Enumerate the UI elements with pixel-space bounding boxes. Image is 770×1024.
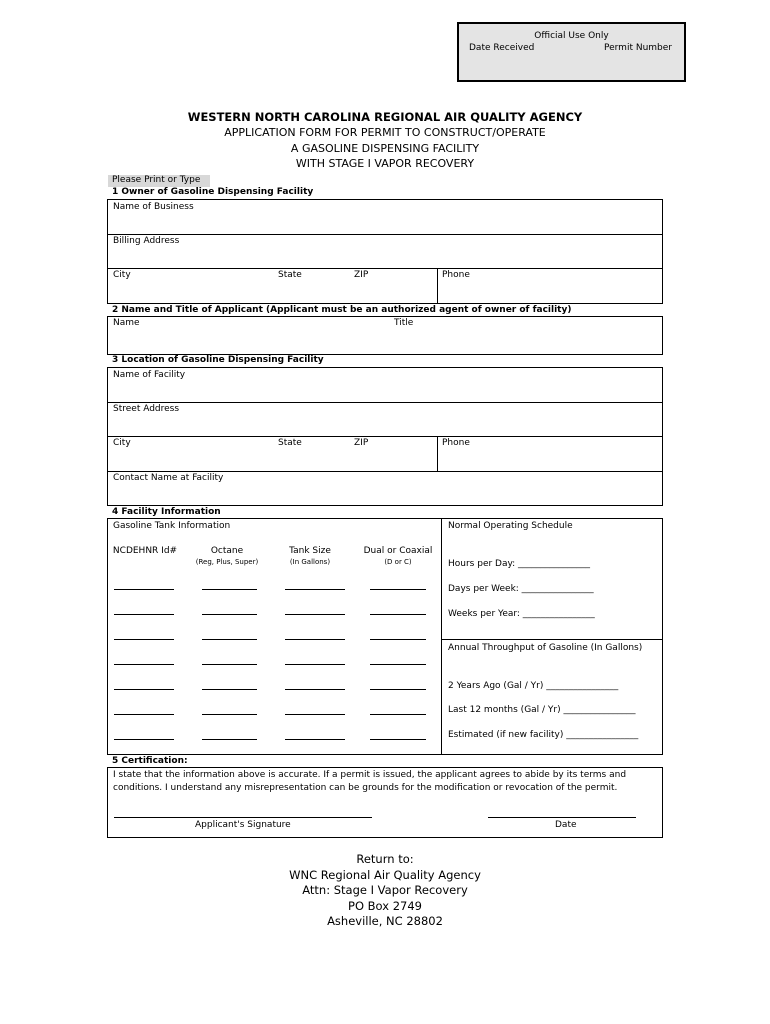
tank-row4-octane-blank[interactable] (202, 664, 257, 665)
tank-row5-tank-size-blank[interactable] (285, 689, 345, 690)
tank-row2-tank-size-blank[interactable] (285, 614, 345, 615)
tank-row3-octane-blank[interactable] (202, 639, 257, 640)
col-octane-header: Octane (210, 546, 244, 556)
tank-row2-id-blank[interactable] (114, 614, 174, 615)
return-line2: WNC Regional Air Quality Agency (289, 867, 481, 882)
date-line[interactable] (488, 817, 636, 818)
applicant-title-field[interactable]: Title (394, 318, 414, 328)
hours-per-day-field[interactable]: Hours per Day: ________________ (448, 559, 591, 569)
certification-statement: I state that the information above is accurate. If a permit is issued, the applicant agrees to abide by its terms and conditions. I understand any misrepresentation can be grounds for the modification or revocation of the permit. (113, 770, 627, 793)
tank-row7-tank-size-blank[interactable] (285, 739, 345, 740)
return-line5: Asheville, NC 28802 (327, 914, 443, 928)
street-address-field[interactable]: Street Address (113, 404, 180, 414)
form-title-line3: WITH STAGE I VAPOR RECOVERY (295, 157, 475, 170)
applicant-name-field[interactable]: Name (113, 318, 140, 328)
return-line4: PO Box 2749 (348, 898, 422, 913)
section2-box (107, 316, 663, 355)
section1-title: 1 Owner of Gasoline Dispensing Facility (112, 187, 314, 197)
owner-zip-field[interactable]: ZIP (354, 270, 369, 280)
facility-phone-field[interactable]: Phone (442, 438, 470, 448)
col-dual-header: Dual or Coaxial (363, 546, 433, 556)
section2-title: 2 Name and Title of Applicant (Applicant must be an authorized agent of owner of facility) (112, 305, 572, 315)
facility-zip-field[interactable]: ZIP (354, 438, 369, 448)
tank-row6-dual-blank[interactable] (370, 714, 426, 715)
facility-name-field[interactable]: Name of Facility (113, 370, 186, 380)
tank-row2-dual-blank[interactable] (370, 614, 426, 615)
col-id-header: NCDEHNR Id# (112, 546, 178, 556)
return-line1: Return to: (356, 852, 414, 866)
form-title-line1: APPLICATION FORM FOR PERMIT TO CONSTRUCT/OPERATE (224, 126, 546, 139)
tank-row1-dual-blank[interactable] (370, 589, 426, 590)
tank-row1-tank-size-blank[interactable] (285, 589, 345, 590)
tank-row3-dual-blank[interactable] (370, 639, 426, 640)
section1-box (107, 199, 663, 304)
col-dual-sub: (D or C) (384, 558, 412, 566)
date-received-label: Date Received (469, 43, 535, 53)
tank-row6-id-blank[interactable] (114, 714, 174, 715)
contact-name-field[interactable]: Contact Name at Facility (113, 473, 224, 483)
tank-info-heading: Gasoline Tank Information (113, 521, 231, 531)
schedule-heading: Normal Operating Schedule (448, 521, 573, 531)
estimated-field[interactable]: Estimated (if new facility) ________________ (448, 730, 639, 740)
facility-state-field[interactable]: State (278, 438, 302, 448)
signature-line[interactable] (114, 817, 372, 818)
tank-row4-id-blank[interactable] (114, 664, 174, 665)
owner-phone-field[interactable]: Phone (442, 270, 470, 280)
official-use-box (457, 22, 686, 82)
tank-row3-tank-size-blank[interactable] (285, 639, 345, 640)
last-12-months-field[interactable]: Last 12 months (Gal / Yr) ________________ (448, 705, 636, 715)
return-address (0, 852, 770, 930)
section4-title: 4 Facility Information (112, 507, 221, 517)
section4-box (107, 518, 663, 755)
section5-box (107, 767, 663, 838)
return-line3: Attn: Stage I Vapor Recovery (302, 883, 468, 897)
official-use-heading: Official Use Only (534, 31, 609, 41)
col-octane-sub: (Reg, Plus, Super) (195, 558, 259, 566)
tank-row7-dual-blank[interactable] (370, 739, 426, 740)
print-note: Please Print or Type (108, 175, 210, 187)
facility-city-field[interactable]: City (113, 438, 131, 448)
section3-title: 3 Location of Gasoline Dispensing Facility (112, 355, 324, 365)
tank-row4-dual-blank[interactable] (370, 664, 426, 665)
tank-row6-octane-blank[interactable] (202, 714, 257, 715)
tank-row7-id-blank[interactable] (114, 739, 174, 740)
owner-city-field[interactable]: City (113, 270, 131, 280)
throughput-heading: Annual Throughput of Gasoline (In Gallons) (448, 643, 643, 653)
agency-title: WESTERN NORTH CAROLINA REGIONAL AIR QUALITY AGENCY (187, 110, 583, 124)
weeks-per-year-field[interactable]: Weeks per Year: ________________ (448, 609, 595, 619)
tank-row3-id-blank[interactable] (114, 639, 174, 640)
billing-address-field[interactable]: Billing Address (113, 236, 180, 246)
tank-row1-octane-blank[interactable] (202, 589, 257, 590)
tank-row2-octane-blank[interactable] (202, 614, 257, 615)
name-of-business-field[interactable]: Name of Business (113, 202, 194, 212)
col-tank-size-header: Tank Size (289, 546, 331, 556)
tank-row1-id-blank[interactable] (114, 589, 174, 590)
tank-row7-octane-blank[interactable] (202, 739, 257, 740)
days-per-week-field[interactable]: Days per Week: ________________ (448, 584, 594, 594)
tank-row5-dual-blank[interactable] (370, 689, 426, 690)
tank-row5-octane-blank[interactable] (202, 689, 257, 690)
tank-row4-tank-size-blank[interactable] (285, 664, 345, 665)
tank-row6-tank-size-blank[interactable] (285, 714, 345, 715)
section3-box (107, 367, 663, 506)
col-tank-size-sub: (In Gallons) (289, 558, 331, 566)
date-label: Date (555, 820, 577, 830)
permit-number-label: Permit Number (604, 43, 672, 53)
owner-state-field[interactable]: State (278, 270, 302, 280)
two-years-ago-field[interactable]: 2 Years Ago (Gal / Yr) ________________ (448, 681, 619, 691)
section5-title: 5 Certification: (112, 756, 188, 766)
tank-row5-id-blank[interactable] (114, 689, 174, 690)
form-title-line2: A GASOLINE DISPENSING FACILITY (290, 142, 480, 155)
signature-label: Applicant's Signature (195, 820, 291, 830)
